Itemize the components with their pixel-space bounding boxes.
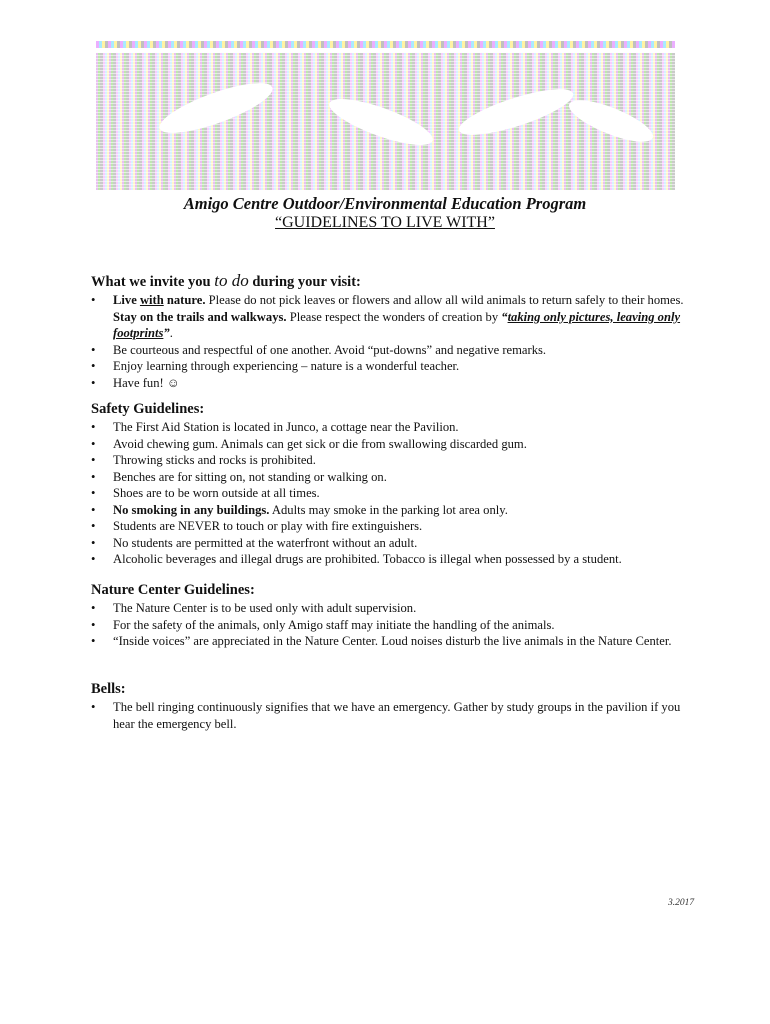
bullet-icon: • [91,601,96,615]
list-item: • “Inside voices” are appreciated in the Nature Center. Loud noises disturb the live animals in the Nature Center. [91,634,672,648]
bullet-icon: • [91,535,96,550]
bullet-icon: • [91,519,96,533]
bullet-icon: • [91,617,96,632]
list-item: • Live with nature. Please do not pick leaves or flowers and allow all wild animals to return safely to their homes. Stay on the trails and walkways. Please respect the wonders of creation by “taking only pictures, leaving only footprints”. [91,293,684,340]
bullet-icon: • [91,634,96,648]
section-invite [91,272,701,391]
footer-date: 3.2017 [668,898,695,908]
section-heading: What we invite you to do during your visit: [91,271,361,290]
invite-list [91,292,701,391]
section-safety [91,400,701,568]
bullet-icon: • [91,552,96,566]
banner-image [96,41,675,190]
bullet-icon: • [91,436,96,451]
safety-list [91,419,701,568]
bullet-icon: • [91,502,96,517]
bullet-icon: • [91,700,96,714]
list-item: • Enjoy learning through experiencing – nature is a wonderful teacher. [91,359,460,373]
list-item: • Benches are for sitting on, not standing or walking on. [91,469,387,484]
list-item: • Students are NEVER to touch or play with fire extinguishers. [91,519,423,533]
bullet-icon: • [91,486,96,500]
section-bells [91,680,701,732]
bullet-icon: • [91,359,96,373]
list-item: • Alcoholic beverages and illegal drugs are prohibited. Tobacco is illegal when possessed by a student. [91,552,622,566]
list-item: • The bell ringing continuously signifies that we have an emergency. Gather by study groups in the pavilion if you hear the emergency bell. [91,700,681,731]
banner-border-strip [96,41,675,48]
bullet-icon: • [91,420,96,434]
section-heading: Bells: [91,681,126,697]
page-subtitle: “GUIDELINES TO LIVE WITH” [275,214,495,231]
list-item: • Have fun! ☺ [91,375,180,390]
nature-center-list [91,600,701,650]
bells-list [91,699,701,732]
list-item: • The Nature Center is to be used only with adult supervision. [91,601,417,615]
section-nature-center [91,581,701,650]
bullet-icon: • [91,469,96,484]
bullet-icon: • [91,453,96,467]
list-item: • Avoid chewing gum. Animals can get sick or die from swallowing discarded gum. [91,436,527,451]
section-heading: Nature Center Guidelines: [91,582,255,598]
bullet-icon: • [91,293,96,307]
banner-picture [96,53,675,190]
bullet-icon: • [91,342,96,357]
list-item: • Throwing sticks and rocks is prohibited. [91,453,316,467]
list-item: • For the safety of the animals, only Amigo staff may initiate the handling of the animals. [91,617,555,632]
list-item: • No smoking in any buildings. Adults may smoke in the parking lot area only. [91,502,508,517]
list-item: • No students are permitted at the waterfront without an adult. [91,535,418,550]
section-heading: Safety Guidelines: [91,401,205,417]
list-item: • Be courteous and respectful of one another. Avoid “put-downs” and negative remarks. [91,342,547,357]
bullet-icon: • [91,375,96,390]
page-title: Amigo Centre Outdoor/Environmental Education Program [183,194,587,213]
list-item: • The First Aid Station is located in Junco, a cottage near the Pavilion. [91,420,459,434]
list-item: • Shoes are to be worn outside at all times. [91,486,320,500]
